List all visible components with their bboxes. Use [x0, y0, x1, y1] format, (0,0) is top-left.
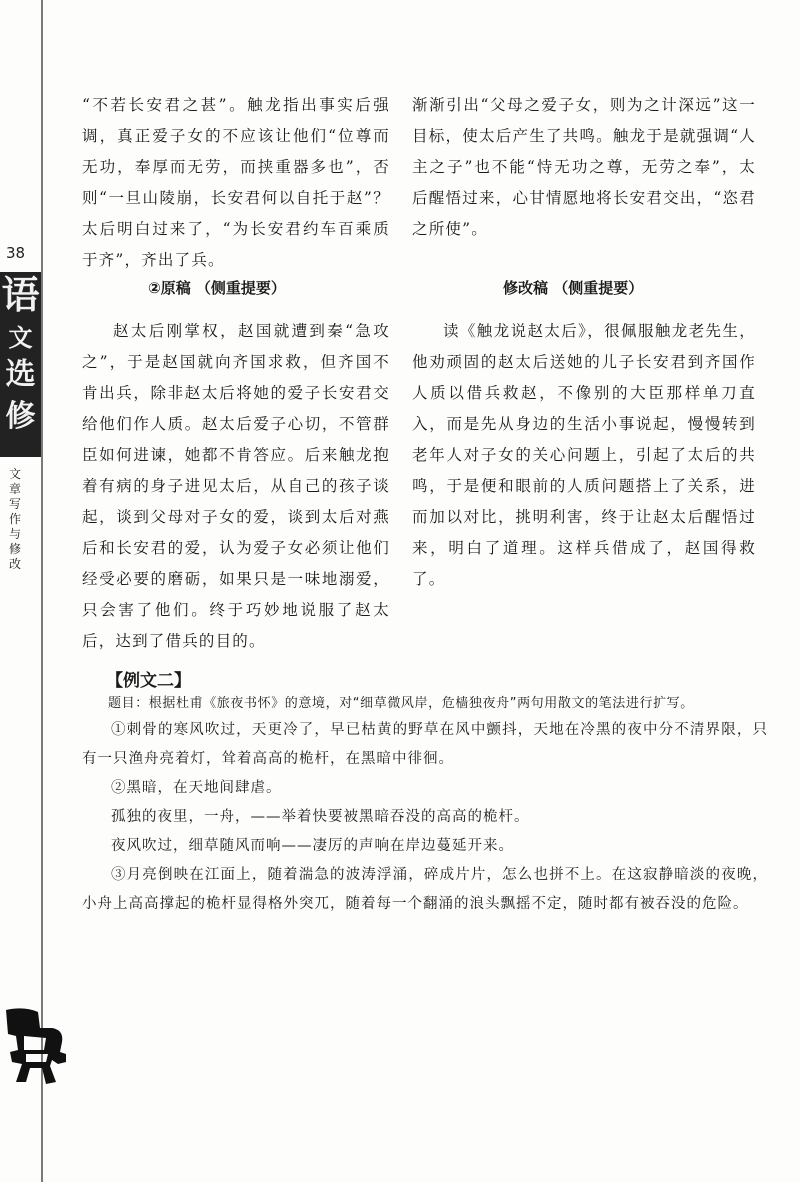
example-paragraph: ③月亮倒映在江面上，随着湍急的波涛浮涌，碎成片片，怎么也拼不上。在这寂静暗淡的夜晚，小舟上高高撑起的桅杆显得格外突兀，随着每一个翻涌的浪头飘摇不定，随时都有被吞没的危险。 [82, 867, 768, 912]
text-paragraph: “不若长安君之甚”。触龙指出事实后强调，真正爱子女的不应该让他们“位尊而无功，奉厚而无劳，而挟重器多也”，否则“一旦山陵崩，长安君何以自托于赵”？太后明白过来了，“为长安君约车百乘质于齐”，齐出了兵。 [82, 96, 390, 269]
example-paragraph: ②黑暗，在天地间肆虐。 [111, 780, 282, 796]
example-prompt: 题目：根据杜甫《旅夜书怀》的意境，对“细草微风岸，危樯独夜舟”两句用散文的笔法进行扩写。 [108, 696, 694, 711]
revised-draft-body [412, 316, 756, 595]
chapter-tab-char: 语 [1, 272, 40, 317]
book-subtitle: 文章写作与修改 [9, 467, 22, 571]
top-right-text [412, 90, 756, 245]
example-paragraph: 孤独的夜里，一舟，——举着快要被黑暗吞没的高高的桅杆。 [111, 809, 530, 825]
example-paragraph: 夜风吹过，细草随风而响——凄厉的声响在岸边蔓延开来。 [111, 838, 514, 854]
margin-rule [41, 0, 43, 1182]
text-paragraph: 渐渐引出“父母之爱子女，则为之计深远”这一目标，使太后产生了共鸣。触龙于是就强调“人主之子”也不能“恃无功之尊，无劳之奉”，太后醒悟过来，心甘情愿地将长安君交出，“恣君之所使”。 [412, 96, 756, 238]
original-draft-body [82, 316, 390, 657]
chair-logo-icon [0, 1006, 68, 1086]
original-draft-heading: ②原稿 （侧重提要） [148, 279, 286, 297]
example-title: 【例文二】 [106, 671, 191, 691]
chapter-tab-char: 文 [8, 323, 33, 352]
top-left-text [82, 90, 390, 276]
example-paragraph: ①刺骨的寒风吹过，天更冷了，早已枯黄的野草在风中颤抖，天地在冷黑的夜中分不清界限，只有一只渔舟亮着灯，耸着高高的桅杆，在黑暗中徘徊。 [82, 722, 768, 767]
revised-draft-heading: 修改稿 （侧重提要） [503, 279, 644, 297]
text-paragraph: 读《触龙说赵太后》，很佩服触龙老先生，他劝顽固的赵太后送她的儿子长安君到齐国作人质以借兵救赵，不像别的大臣那样单刀直入，而是先从身边的生活小事说起，慢慢转到老年人对子女的关心问题上，引起了太后的共鸣，于是便和眼前的人质问题搭上了关系，进而加以对比，挑明利害，终于让赵太后醒悟过来，明白了道理。这样兵借成了，赵国得救了。 [412, 322, 756, 588]
chapter-tab-char: 修 [5, 399, 36, 434]
text-paragraph: 赵太后刚掌权，赵国就遭到秦“急攻之”，于是赵国就向齐国求救，但齐国不肯出兵，除非赵太后将她的爱子长安君交给他们作人质。赵太后爱子心切，不管群臣如何进谏，她都不肯答应。后来触龙抱着有病的身子进见太后，从自己的孩子谈起，谈到父母对子女的爱，谈到太后对燕后和长安君的爱，认为爱子女必须让他们经受必要的磨砺，如果只是一味地溺爱，只会害了他们。终于巧妙地说服了赵太后，达到了借兵的目的。 [82, 322, 390, 650]
page-number: 38 [6, 244, 26, 262]
chapter-tab [0, 272, 41, 457]
chapter-tab-char: 选 [5, 357, 36, 392]
example-body [82, 692, 768, 919]
